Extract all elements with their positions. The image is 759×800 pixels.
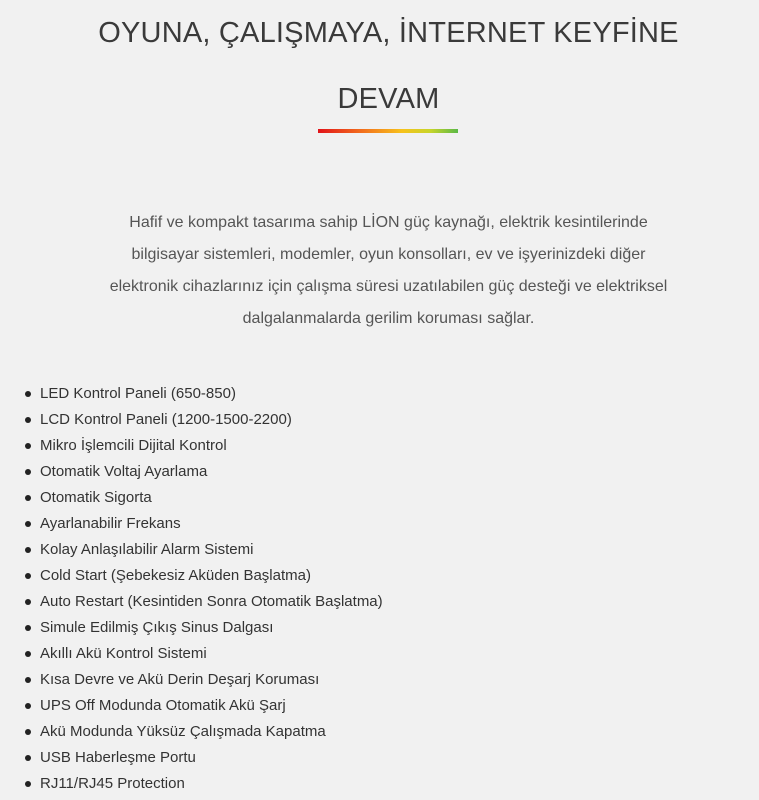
feature-label: Ayarlanabilir Frekans xyxy=(40,515,181,532)
bullet-icon xyxy=(25,495,31,501)
feature-list-item xyxy=(40,693,383,719)
feature-label: UPS Off Modunda Otomatik Akü Şarj xyxy=(40,697,286,714)
feature-list-item xyxy=(40,641,383,667)
feature-list-item xyxy=(40,719,383,745)
description-line-2: bilgisayar sistemleri, modemler, oyun konsolları, ev ve işyerinizdeki diğer xyxy=(131,246,646,263)
bullet-icon xyxy=(25,625,31,631)
feature-list-item xyxy=(40,459,383,485)
feature-label: Mikro İşlemcili Dijital Kontrol xyxy=(40,437,227,454)
bullet-icon xyxy=(25,729,31,735)
bullet-icon xyxy=(25,703,31,709)
bullet-icon xyxy=(25,417,31,423)
feature-label: Simule Edilmiş Çıkış Sinus Dalgası xyxy=(40,619,274,636)
feature-list-item xyxy=(40,511,383,537)
title-accent-divider xyxy=(318,129,458,133)
feature-label: Auto Restart (Kesintiden Sonra Otomatik Başlatma) xyxy=(40,593,383,610)
feature-list-item xyxy=(40,589,383,615)
bullet-icon xyxy=(25,781,31,787)
bullet-icon xyxy=(25,599,31,605)
bullet-icon xyxy=(25,573,31,579)
description-line-3: elektronik cihazlarınız için çalışma süresi uzatılabilen güç desteği ve elektriksel xyxy=(109,278,668,295)
bullet-icon xyxy=(25,391,31,397)
feature-label: LCD Kontrol Paneli (1200-1500-2200) xyxy=(40,411,292,428)
feature-label: Kolay Anlaşılabilir Alarm Sistemi xyxy=(40,541,254,558)
page-title xyxy=(40,0,737,132)
feature-list-item xyxy=(40,745,383,771)
page-title-line-2: DEVAM xyxy=(337,83,440,115)
feature-list-item xyxy=(40,615,383,641)
feature-list-item xyxy=(40,667,383,693)
bullet-icon xyxy=(25,521,31,527)
feature-list-item xyxy=(40,485,383,511)
bullet-icon xyxy=(25,469,31,475)
feature-label: RJ11/RJ45 Protection xyxy=(40,775,185,792)
bullet-icon xyxy=(25,547,31,553)
feature-list-item xyxy=(40,771,383,797)
feature-label: LED Kontrol Paneli (650-850) xyxy=(40,385,236,402)
feature-list-item xyxy=(40,563,383,589)
product-description xyxy=(80,207,697,335)
description-line-1: Hafif ve kompakt tasarıma sahip LİON güç kaynağı, elektrik kesintilerinde xyxy=(129,214,648,231)
feature-label: Cold Start (Şebekesiz Aküden Başlatma) xyxy=(40,567,311,584)
feature-label: Kısa Devre ve Akü Derin Deşarj Koruması xyxy=(40,671,320,688)
feature-list-item xyxy=(40,407,383,433)
page-title-line-1: OYUNA, ÇALIŞMAYA, İNTERNET KEYFİNE xyxy=(98,17,679,49)
feature-label: Akü Modunda Yüksüz Çalışmada Kapatma xyxy=(40,723,326,740)
bullet-icon xyxy=(25,443,31,449)
feature-label: Akıllı Akü Kontrol Sistemi xyxy=(40,645,207,662)
feature-label: Otomatik Voltaj Ayarlama xyxy=(40,463,208,480)
feature-label: Otomatik Sigorta xyxy=(40,489,152,506)
bullet-icon xyxy=(25,755,31,761)
description-line-4: dalgalanmalarda gerilim koruması sağlar. xyxy=(242,310,535,327)
feature-list xyxy=(0,381,383,797)
feature-list-item xyxy=(40,381,383,407)
feature-list-item xyxy=(40,433,383,459)
bullet-icon xyxy=(25,677,31,683)
feature-label: USB Haberleşme Portu xyxy=(40,749,196,766)
feature-list-item xyxy=(40,537,383,563)
bullet-icon xyxy=(25,651,31,657)
